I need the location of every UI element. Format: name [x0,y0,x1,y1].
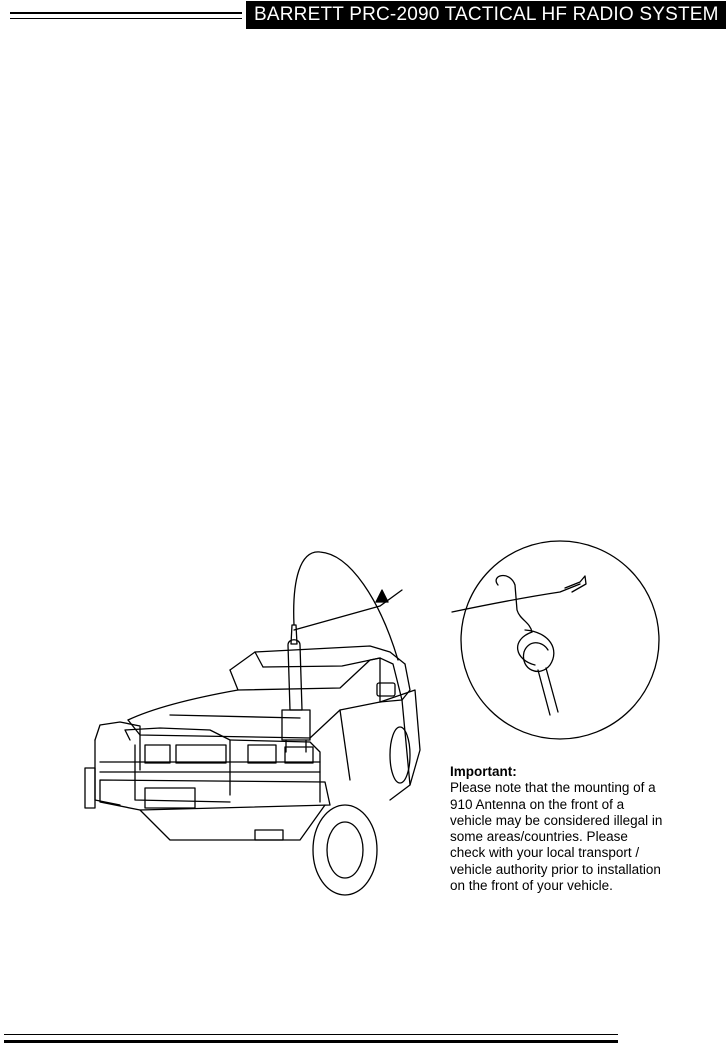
note-body: Please note that the mounting of a 910 Antenna on the front of a vehicle may be considered illegal in some areas/countries. Please check with your local transport / vehicle authority prior to installation on the front of your vehicle. [450,780,663,894]
footer-rule [4,1034,618,1043]
header-rule [10,12,242,19]
vehicle-drawing [85,646,420,895]
page-header-title: BARRETT PRC-2090 TACTICAL HF RADIO SYSTEM [246,1,726,29]
knot-detail-drawing [452,541,659,739]
important-note [450,764,665,894]
note-heading: Important: [450,764,517,779]
